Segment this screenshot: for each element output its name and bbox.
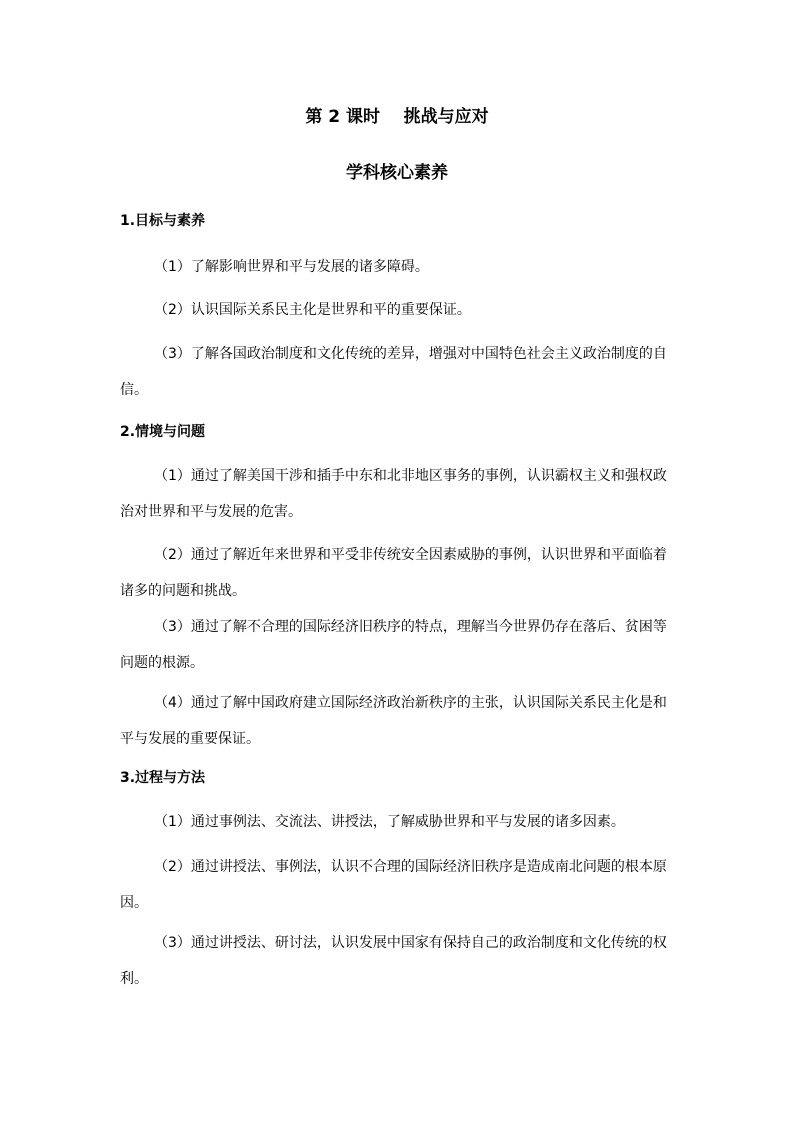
section-1-item-1: （1）了解影响世界和平与发展的诸多障碍。 — [154, 259, 429, 275]
section-2-item-3: （3）通过了解不合理的国际经济旧秩序的特点，理解当今世界仍存在落后、贫困等问题的根源。 — [120, 619, 667, 671]
section-heading-goals: 1.目标与素养 — [120, 213, 206, 229]
section-1-item-2: （2）认识国际关系民主化是世界和平的重要保证。 — [154, 302, 471, 318]
section-2-item-2: （2）通过了解近年来世界和平受非传统安全因素威胁的事例，认识世界和平面临着诸多的问题和挑战。 — [120, 547, 667, 599]
section-1-item-3: （3）了解各国政治制度和文化传统的差异，增强对中国特色社会主义政治制度的自信。 — [120, 346, 667, 398]
section-3-item-3: （3）通过讲授法、研讨法，认识发展中国家有保持自己的政治制度和文化传统的权利。 — [120, 935, 667, 987]
section-2-item-1: （1）通过了解美国干涉和插手中东和北非地区事务的事例，认识霸权主义和强权政治对世界和平与发展的危害。 — [120, 468, 667, 520]
lesson-subtitle: 学科核心素养 — [346, 163, 448, 183]
section-3-item-2: （2）通过讲授法、事例法，认识不合理的国际经济旧秩序是造成南北问题的根本原因。 — [120, 859, 667, 911]
lesson-title: 第 2 课时 挑战与应对 — [305, 107, 489, 127]
section-2-item-4: （4）通过了解中国政府建立国际经济政治新秩序的主张，认识国际关系民主化是和平与发展的重要保证。 — [120, 695, 667, 747]
section-heading-context: 2.情境与问题 — [120, 424, 206, 440]
section-heading-methods: 3.过程与方法 — [120, 770, 206, 786]
section-3-item-1: （1）通过事例法、交流法、讲授法，了解威胁世界和平与发展的诸多因素。 — [154, 814, 625, 830]
